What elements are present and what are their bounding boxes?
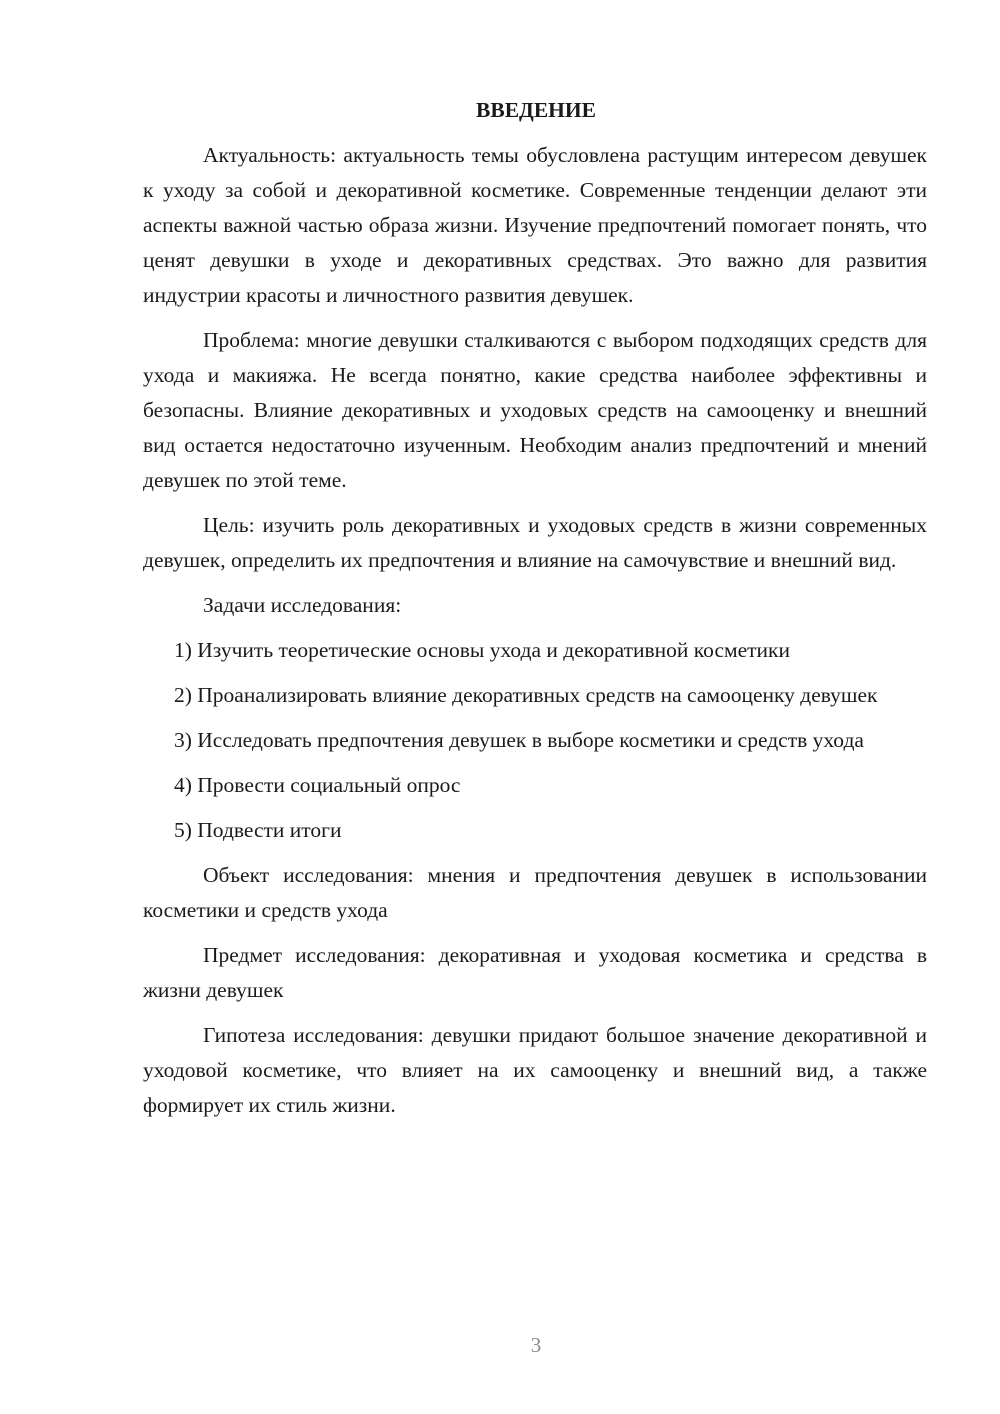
subject-paragraph: Предмет исследования: декоративная и уходовая косметика и средства в жизни девушек bbox=[143, 943, 927, 1002]
page-number: 3 bbox=[530, 1333, 542, 1357]
task-item: 4) Провести социальный опрос bbox=[174, 773, 461, 797]
tasks-list bbox=[143, 633, 927, 848]
hypothesis-paragraph: Гипотеза исследования: девушки придают большое значение декоративной и уходовой косметике, что влияет на их самооценку и внешний вид, а также формирует их стиль жизни. bbox=[143, 1023, 927, 1117]
goal-paragraph: Цель: изучить роль декоративных и уходовых средств в жизни современных девушек, определить их предпочтения и влияние на самочувствие и внешний вид. bbox=[143, 513, 927, 572]
task-item: 1) Изучить теоретические основы ухода и декоративной косметики bbox=[174, 638, 790, 662]
task-item: 5) Подвести итоги bbox=[174, 818, 342, 842]
task-item: 3) Исследовать предпочтения девушек в выборе косметики и средств ухода bbox=[174, 728, 864, 752]
document-page bbox=[143, 93, 927, 1123]
relevance-paragraph: Актуальность: актуальность темы обусловлена растущим интересом девушек к уходу за собой и декоративной косметике. Современные тенденции делают эти аспекты важной частью образа жизни. Изучение предпочтений помогает понять, что ценят девушки в уходе и декоративных средствах. Это важно для развития индустрии красоты и личностного развития девушек. bbox=[143, 143, 927, 307]
object-paragraph: Объект исследования: мнения и предпочтения девушек в использовании косметики и средств ухода bbox=[143, 863, 927, 922]
section-title: ВВЕДЕНИЕ bbox=[476, 98, 596, 122]
problem-paragraph: Проблема: многие девушки сталкиваются с выбором подходящих средств для ухода и макияжа. Не всегда понятно, какие средства наиболее эффективны и безопасны. Влияние декоративных и уходовых средств на самооценку и внешний вид остается недостаточно изученным. Необходим анализ предпочтений и мнений девушек по этой теме. bbox=[143, 328, 927, 492]
tasks-heading: Задачи исследования: bbox=[203, 593, 402, 617]
task-item: 2) Проанализировать влияние декоративных средств на самооценку девушек bbox=[174, 683, 878, 707]
